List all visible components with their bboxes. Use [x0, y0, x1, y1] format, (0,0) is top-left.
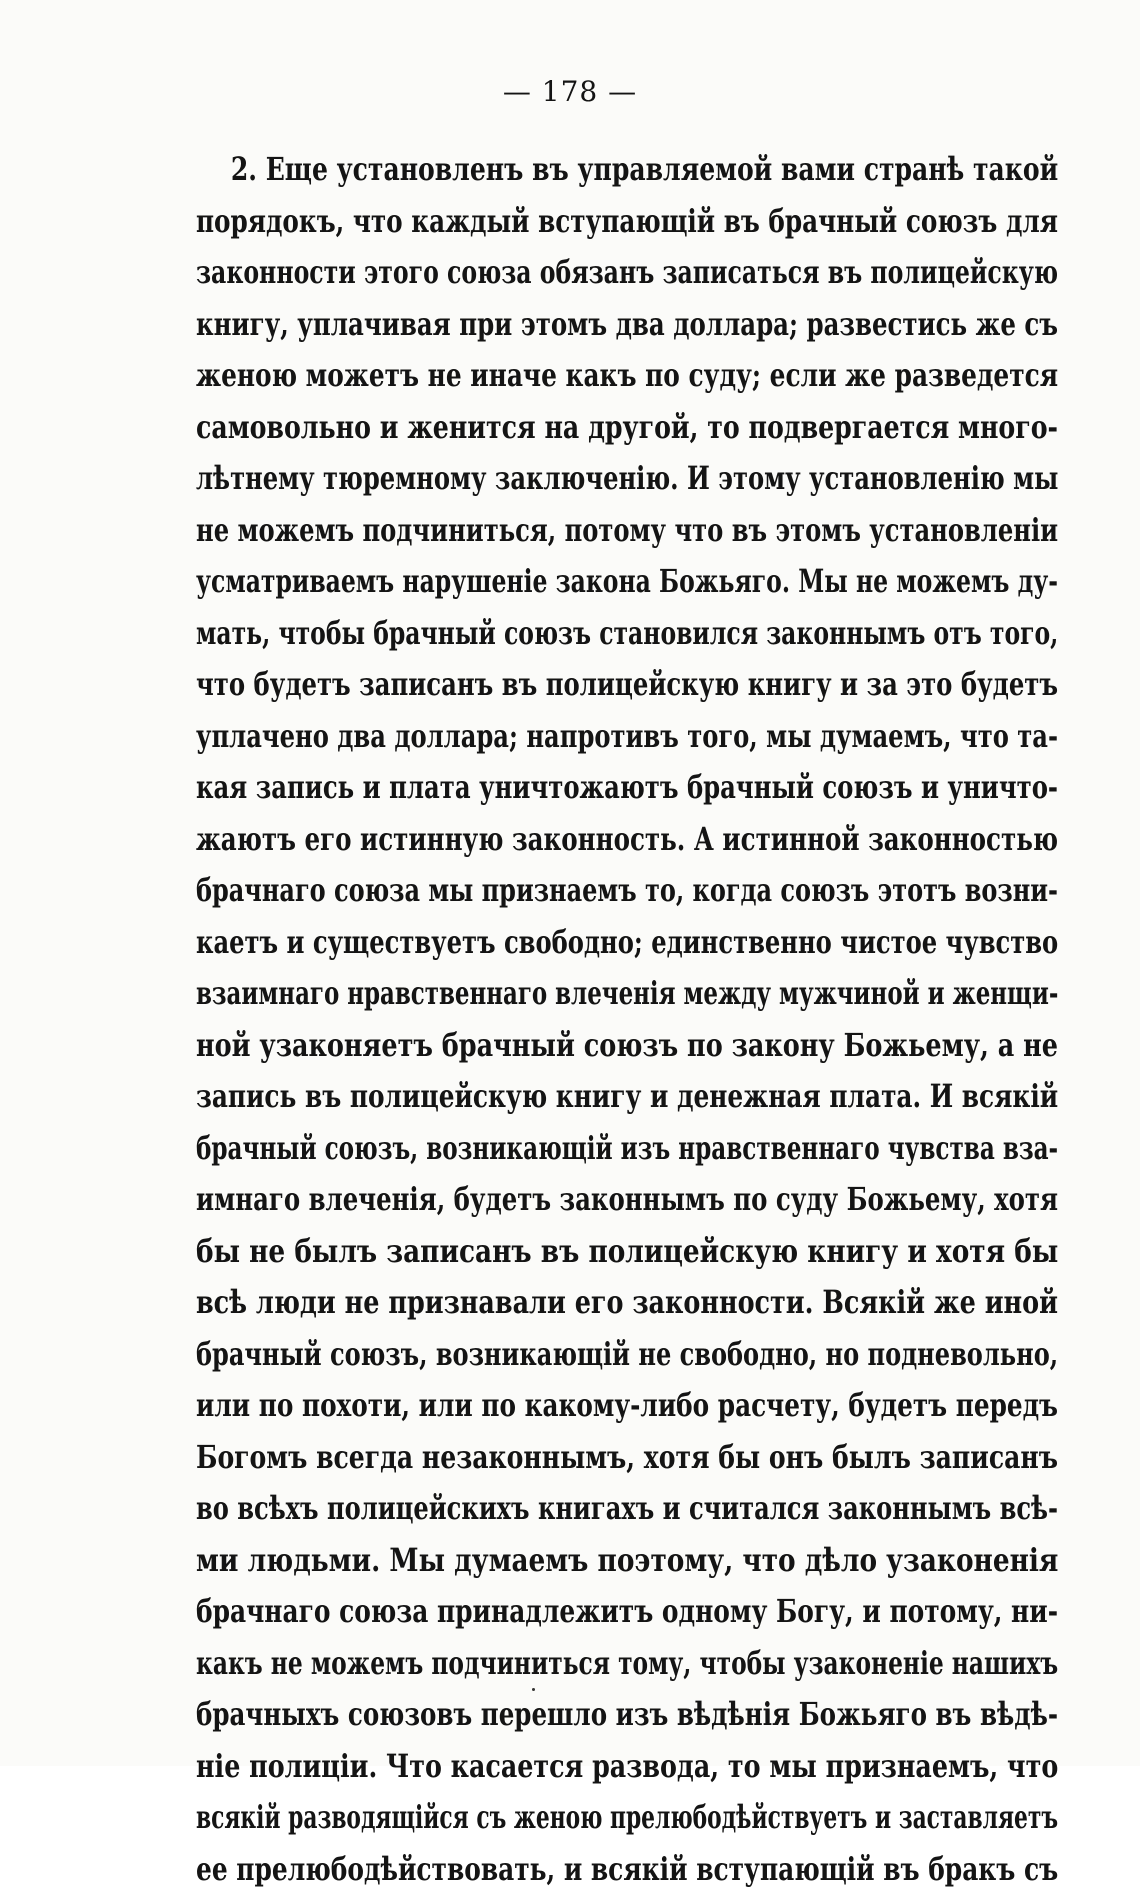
page-number: — 178 —: [0, 72, 1140, 112]
body-text: [196, 144, 1058, 1895]
text-line: не можемъ подчиниться, потому что въ этомъ установленіи: [196, 505, 1058, 557]
text-line: Богомъ всегда незаконнымъ, хотя бы онъ былъ записанъ: [196, 1432, 1058, 1484]
text-line: имнаго влеченія, будетъ законнымъ по суду Божьему, хотя: [196, 1174, 1058, 1226]
text-line: брачный союзъ, возникающій изъ нравственнаго чувства вза-: [196, 1123, 1058, 1175]
text-line: 2. Еще установленъ въ управляемой вами странѣ такой: [196, 144, 1058, 196]
text-line: женою можетъ не иначе какъ по суду; если же разведется: [196, 350, 1058, 402]
text-line: жаютъ его истинную законность. А истинной законностью: [196, 814, 1058, 866]
text-line: ми людьми. Мы думаемъ поэтому, что дѣло узаконенія: [196, 1535, 1058, 1587]
text-line: порядокъ, что каждый вступающій въ брачный союзъ для: [196, 196, 1058, 248]
text-line: каетъ и существуетъ свободно; единственно чистое чувство: [196, 917, 1058, 969]
text-line: самовольно и женится на другой, то подвергается много-: [196, 402, 1058, 454]
print-speck: [532, 1688, 535, 1691]
text-line: запись въ полицейскую книгу и денежная плата. И всякій: [196, 1071, 1058, 1123]
text-line: взаимнаго нравственнаго влеченія между мужчиной и женщи-: [196, 968, 1058, 1020]
text-line: брачныхъ союзовъ перешло изъ вѣдѣнія Божьяго въ вѣдѣ-: [196, 1689, 1058, 1741]
text-line: бы не былъ записанъ въ полицейскую книгу и хотя бы: [196, 1226, 1058, 1278]
text-line: уплачено два доллара; напротивъ того, мы думаемъ, что та-: [196, 711, 1058, 763]
text-line: книгу, уплачивая при этомъ два доллара; развестись же съ: [196, 299, 1058, 351]
text-line: мать, чтобы брачный союзъ становился законнымъ отъ того,: [196, 608, 1058, 660]
text-line: ной узаконяетъ брачный союзъ по закону Божьему, а не: [196, 1020, 1058, 1072]
text-line: лѣтнему тюремному заключенію. И этому установленію мы: [196, 453, 1058, 505]
text-line: ніе полиціи. Что касается развода, то мы признаемъ, что: [196, 1741, 1058, 1793]
text-line: всякій разводящійся съ женою прелюбодѣйствуетъ и заставляетъ: [196, 1792, 1058, 1844]
text-line: ее прелюбодѣйствовать, и всякій вступающій въ бракъ съ: [196, 1844, 1058, 1895]
text-line: во всѣхъ полицейскихъ книгахъ и считался законнымъ всѣ-: [196, 1483, 1058, 1535]
text-line: брачнаго союза мы признаемъ то, когда союзъ этотъ возни-: [196, 865, 1058, 917]
text-line: брачнаго союза принадлежитъ одному Богу, и потому, ни-: [196, 1586, 1058, 1638]
text-line: брачный союзъ, возникающій не свободно, но подневольно,: [196, 1329, 1058, 1381]
text-line: кая запись и плата уничтожаютъ брачный союзъ и уничто-: [196, 762, 1058, 814]
text-line: усматриваемъ нарушеніе закона Божьяго. Мы не можемъ ду-: [196, 556, 1058, 608]
text-line: всѣ люди не признавали его законности. Всякій же иной: [196, 1277, 1058, 1329]
text-line: что будетъ записанъ въ полицейскую книгу и за это будетъ: [196, 659, 1058, 711]
text-line: законности этого союза обязанъ записаться въ полицейскую: [196, 247, 1058, 299]
text-line: какъ не можемъ подчиниться тому, чтобы узаконеніе нашихъ: [196, 1638, 1058, 1690]
text-line: или по похоти, или по какому-либо расчету, будетъ передъ: [196, 1380, 1058, 1432]
